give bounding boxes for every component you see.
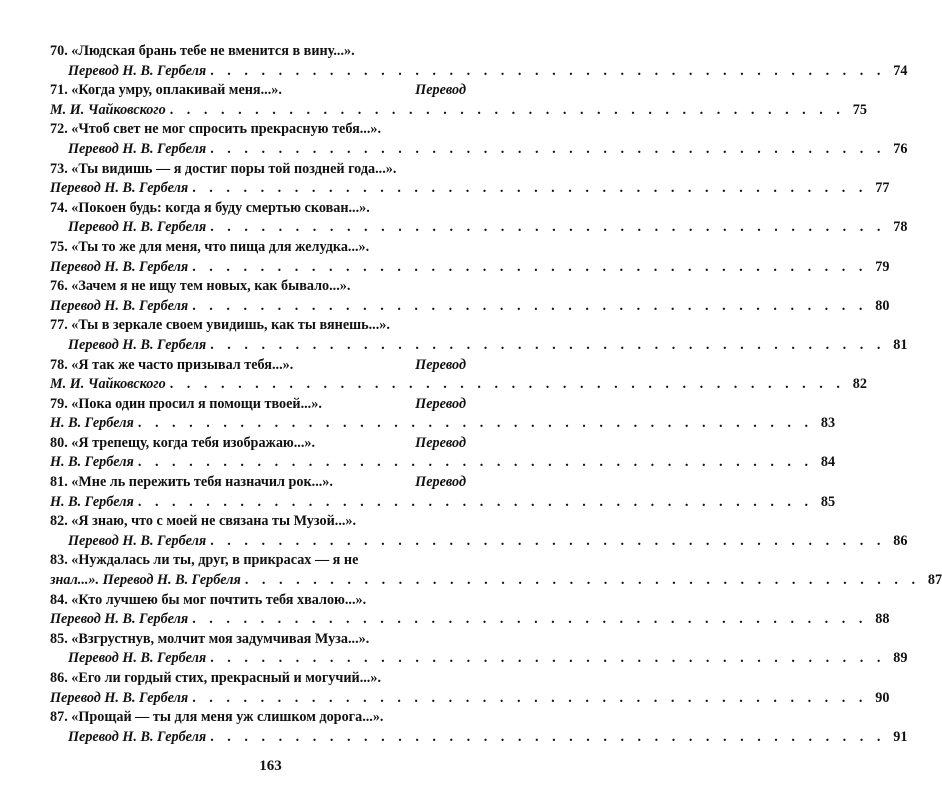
toc-entry — [50, 708, 908, 747]
toc-entry-first-line — [50, 551, 466, 571]
entry-number: 87. — [50, 709, 68, 726]
entry-translator: Перевод Н. В. Гербеля — [68, 650, 207, 667]
dot-leader: . . . . . . . . . . . . . . . . . . . . . . . . . . . . . . . . . . . . . . . . — [210, 62, 886, 79]
entry-number: 79. — [50, 395, 68, 412]
toc-entry — [50, 669, 890, 708]
toc-entry — [50, 356, 867, 395]
entry-page-number: 79 — [875, 258, 890, 275]
toc-entry-first-line — [50, 160, 466, 180]
entry-page-number: 88 — [875, 611, 890, 628]
toc-entry-second-line — [50, 453, 836, 473]
entry-translator-prefix: Перевод — [415, 434, 466, 451]
toc-entry-second-line — [50, 689, 890, 709]
entry-title: «Я так же часто призывал тебя...». — [71, 356, 294, 373]
dot-leader: . . . . . . . . . . . . . . . . . . . . . . . . . . . . . . . . . . . . . . . . — [210, 532, 886, 549]
dot-leader: . . . . . . . . . . . . . . . . . . . . . . . . . . . . . . . . . . . . . . . . — [210, 336, 886, 353]
toc-entry — [50, 591, 890, 630]
toc-entry — [50, 120, 908, 159]
entry-translator: знал...». Перевод Н. В. Гербеля — [50, 572, 241, 589]
toc-entry-first-line — [50, 669, 466, 689]
toc-entry-first-line — [50, 238, 466, 258]
dot-leader: . . . . . . . . . . . . . . . . . . . . . . . . . . . . . . . . . . . . . . . . — [192, 297, 868, 314]
dot-leader: . . . . . . . . . . . . . . . . . . . . . . . . . . . . . . . . . . . . . . . . — [192, 611, 868, 628]
toc-entry — [50, 42, 908, 81]
toc-entry-second-line — [50, 728, 908, 748]
entry-page-number: 76 — [893, 140, 908, 157]
entry-page-number: 75 — [852, 101, 867, 118]
toc-entry-second-line — [50, 101, 867, 121]
toc-entry — [50, 434, 836, 473]
entry-page-number: 86 — [893, 532, 908, 549]
dot-leader: . . . . . . . . . . . . . . . . . . . . . . . . . . . . . . . . . . . . . . . . — [192, 689, 868, 706]
entry-translator: Перевод Н. В. Гербеля — [68, 728, 207, 745]
toc-entry — [50, 630, 908, 669]
toc-entry-first-line — [50, 591, 466, 611]
toc-entry-first-line — [50, 395, 466, 415]
entry-title: «Когда умру, оплакивай меня...». — [71, 82, 282, 99]
entry-number: 78. — [50, 356, 68, 373]
entry-page-number: 77 — [875, 180, 890, 197]
entry-page-number: 82 — [852, 376, 867, 393]
dot-leader: . . . . . . . . . . . . . . . . . . . . . . . . . . . . . . . . . . . . . . . . — [210, 219, 886, 236]
toc-entry — [50, 395, 836, 434]
entry-translator: Перевод Н. В. Гербеля — [68, 140, 207, 157]
toc-entry-first-line — [50, 708, 466, 728]
toc-entry-first-line — [50, 434, 466, 454]
toc-entry-first-line — [50, 81, 466, 101]
toc-entry-second-line — [50, 297, 890, 317]
entry-translator-prefix: Перевод — [415, 474, 466, 491]
entry-translator-prefix: Перевод — [415, 395, 466, 412]
dot-leader: . . . . . . . . . . . . . . . . . . . . . . . . . . . . . . . . . . . . . . . . — [192, 258, 868, 275]
entry-translator: Перевод Н. В. Гербеля — [68, 219, 207, 236]
dot-leader: . . . . . . . . . . . . . . . . . . . . . . . . . . . . . . . . . . . . . . . . — [169, 376, 845, 393]
toc-entry-first-line — [50, 199, 466, 219]
entry-page-number: 83 — [820, 415, 836, 432]
toc-entry-second-line — [50, 375, 867, 395]
entry-translator: Н. В. Гербеля — [50, 493, 134, 510]
toc-entry — [50, 238, 890, 277]
toc-entry — [50, 551, 942, 590]
toc-entry-second-line — [50, 179, 890, 199]
dot-leader: . . . . . . . . . . . . . . . . . . . . . . . . . . . . . . . . . . . . . . . . — [169, 101, 845, 118]
dot-leader: . . . . . . . . . . . . . . . . . . . . . . . . . . . . . . . . . . . . . . . . — [137, 415, 814, 432]
toc-entry-first-line — [50, 630, 466, 650]
entry-number: 77. — [50, 317, 68, 334]
toc-entry-second-line — [50, 493, 836, 513]
toc-entry-first-line — [50, 473, 466, 493]
entry-title: «Ты в зеркале своем увидишь, как ты вянешь...». — [71, 317, 390, 334]
entry-number: 73. — [50, 160, 68, 177]
entry-title: «Ты видишь — я достиг поры той поздней года...». — [71, 160, 397, 177]
entry-page-number: 89 — [893, 650, 908, 667]
entry-title: «Я знаю, что с моей не связана ты Музой...». — [71, 513, 357, 530]
dot-leader: . . . . . . . . . . . . . . . . . . . . . . . . . . . . . . . . . . . . . . . . — [210, 140, 886, 157]
toc-entry-first-line — [50, 356, 466, 376]
toc-entry-second-line — [50, 610, 890, 630]
dot-leader: . . . . . . . . . . . . . . . . . . . . . . . . . . . . . . . . . . . . . . . . — [137, 493, 814, 510]
entry-translator: Перевод Н. В. Гербеля — [68, 532, 207, 549]
entry-number: 75. — [50, 238, 68, 255]
toc-entry — [50, 160, 890, 199]
dot-leader: . . . . . . . . . . . . . . . . . . . . . . . . . . . . . . . . . . . . . . . . — [192, 180, 868, 197]
entry-title: «Пока один просил я помощи твоей...». — [71, 395, 322, 412]
entry-translator: М. И. Чайковского — [50, 101, 166, 118]
toc-entry-second-line — [50, 571, 942, 591]
entry-title: «Его ли гордый стих, прекрасный и могучий...». — [71, 670, 381, 686]
entry-title: «Я трепещу, когда тебя изображаю...». — [71, 434, 316, 451]
entry-page-number: 81 — [893, 336, 908, 353]
entry-title: «Взгрустнув, молчит моя задумчивая Муза...». — [71, 630, 370, 647]
entry-title: «Людская брань тебе не вменится в вину...». — [71, 43, 355, 59]
entry-title: «Нуждалась ли ты, друг, в прикрасах — я не — [71, 552, 359, 569]
entry-page-number: 84 — [820, 454, 836, 471]
entry-number: 80. — [50, 434, 68, 451]
toc-entry-second-line — [50, 140, 908, 160]
entry-number: 70. — [50, 43, 68, 59]
entry-number: 74. — [50, 199, 68, 216]
toc-entry — [50, 473, 836, 512]
entry-number: 82. — [50, 513, 68, 530]
entry-title: «Зачем я не ищу тем новых, как бывало...». — [71, 278, 351, 295]
toc-entry — [50, 81, 867, 120]
entry-number: 84. — [50, 591, 68, 608]
entry-number: 71. — [50, 82, 68, 99]
entry-translator: Перевод Н. В. Гербеля — [68, 62, 207, 79]
toc-entry — [50, 316, 908, 355]
entry-page-number: 80 — [875, 297, 890, 314]
entry-translator-prefix: Перевод — [415, 356, 466, 373]
entry-translator: Перевод Н. В. Гербеля — [50, 180, 189, 197]
toc-entry-second-line — [50, 649, 908, 669]
dot-leader: . . . . . . . . . . . . . . . . . . . . . . . . . . . . . . . . . . . . . . . . — [210, 650, 886, 667]
toc-entry — [50, 199, 908, 238]
entry-title: «Мне ль пережить тебя назначил рок...». — [71, 474, 333, 491]
entry-translator: Перевод Н. В. Гербеля — [68, 336, 207, 353]
entry-number: 76. — [50, 278, 68, 295]
dot-leader: . . . . . . . . . . . . . . . . . . . . . . . . . . . . . . . . . . . . . . . . — [244, 572, 921, 589]
entry-translator-prefix: Перевод — [415, 82, 466, 99]
dot-leader: . . . . . . . . . . . . . . . . . . . . . . . . . . . . . . . . . . . . . . . . — [137, 454, 814, 471]
entry-number: 83. — [50, 552, 68, 569]
toc-entry — [50, 277, 890, 316]
entry-translator: Перевод Н. В. Гербеля — [50, 611, 189, 628]
entry-number: 85. — [50, 630, 68, 647]
entry-translator: Перевод Н. В. Гербеля — [50, 689, 189, 706]
toc-entry-second-line — [50, 414, 836, 434]
entry-title: «Прощай — ты для меня уж слишком дорога...». — [71, 709, 384, 726]
page-number: 163 — [259, 758, 282, 774]
toc-entry-second-line — [50, 532, 908, 552]
table-of-contents — [50, 42, 942, 747]
entry-translator: Н. В. Гербеля — [50, 454, 134, 471]
entry-translator: Н. В. Гербеля — [50, 415, 134, 432]
entry-title: «Чтоб свет не мог спросить прекрасную тебя...». — [71, 121, 382, 138]
entry-number: 86. — [50, 670, 68, 686]
entry-page-number: 91 — [893, 728, 908, 745]
toc-entry — [50, 512, 908, 551]
dot-leader: . . . . . . . . . . . . . . . . . . . . . . . . . . . . . . . . . . . . . . . . — [210, 728, 886, 745]
entry-page-number: 74 — [893, 62, 908, 79]
entry-number: 81. — [50, 474, 68, 491]
entry-translator: М. И. Чайковского — [50, 376, 166, 393]
toc-entry-first-line — [50, 42, 466, 62]
entry-translator: Перевод Н. В. Гербеля — [50, 258, 189, 275]
toc-entry-second-line — [50, 62, 908, 82]
entry-title: «Ты то же для меня, что пища для желудка...». — [71, 238, 370, 255]
toc-entry-first-line — [50, 512, 466, 532]
entry-page-number: 85 — [820, 493, 836, 510]
entry-title: «Кто лучшею бы мог почтить тебя хвалою...». — [71, 591, 367, 608]
entry-title: «Покоен будь: когда я буду смертью скован...». — [71, 199, 370, 216]
entry-page-number: 78 — [893, 219, 908, 236]
toc-entry-first-line — [50, 277, 466, 297]
entry-page-number: 90 — [875, 689, 890, 706]
toc-entry-second-line — [50, 336, 908, 356]
entry-page-number: 87 — [927, 572, 942, 589]
toc-entry-first-line — [50, 316, 466, 336]
entry-number: 72. — [50, 121, 68, 138]
toc-entry-second-line — [50, 218, 908, 238]
toc-entry-second-line — [50, 258, 890, 278]
toc-entry-first-line — [50, 120, 466, 140]
entry-translator: Перевод Н. В. Гербеля — [50, 297, 189, 314]
